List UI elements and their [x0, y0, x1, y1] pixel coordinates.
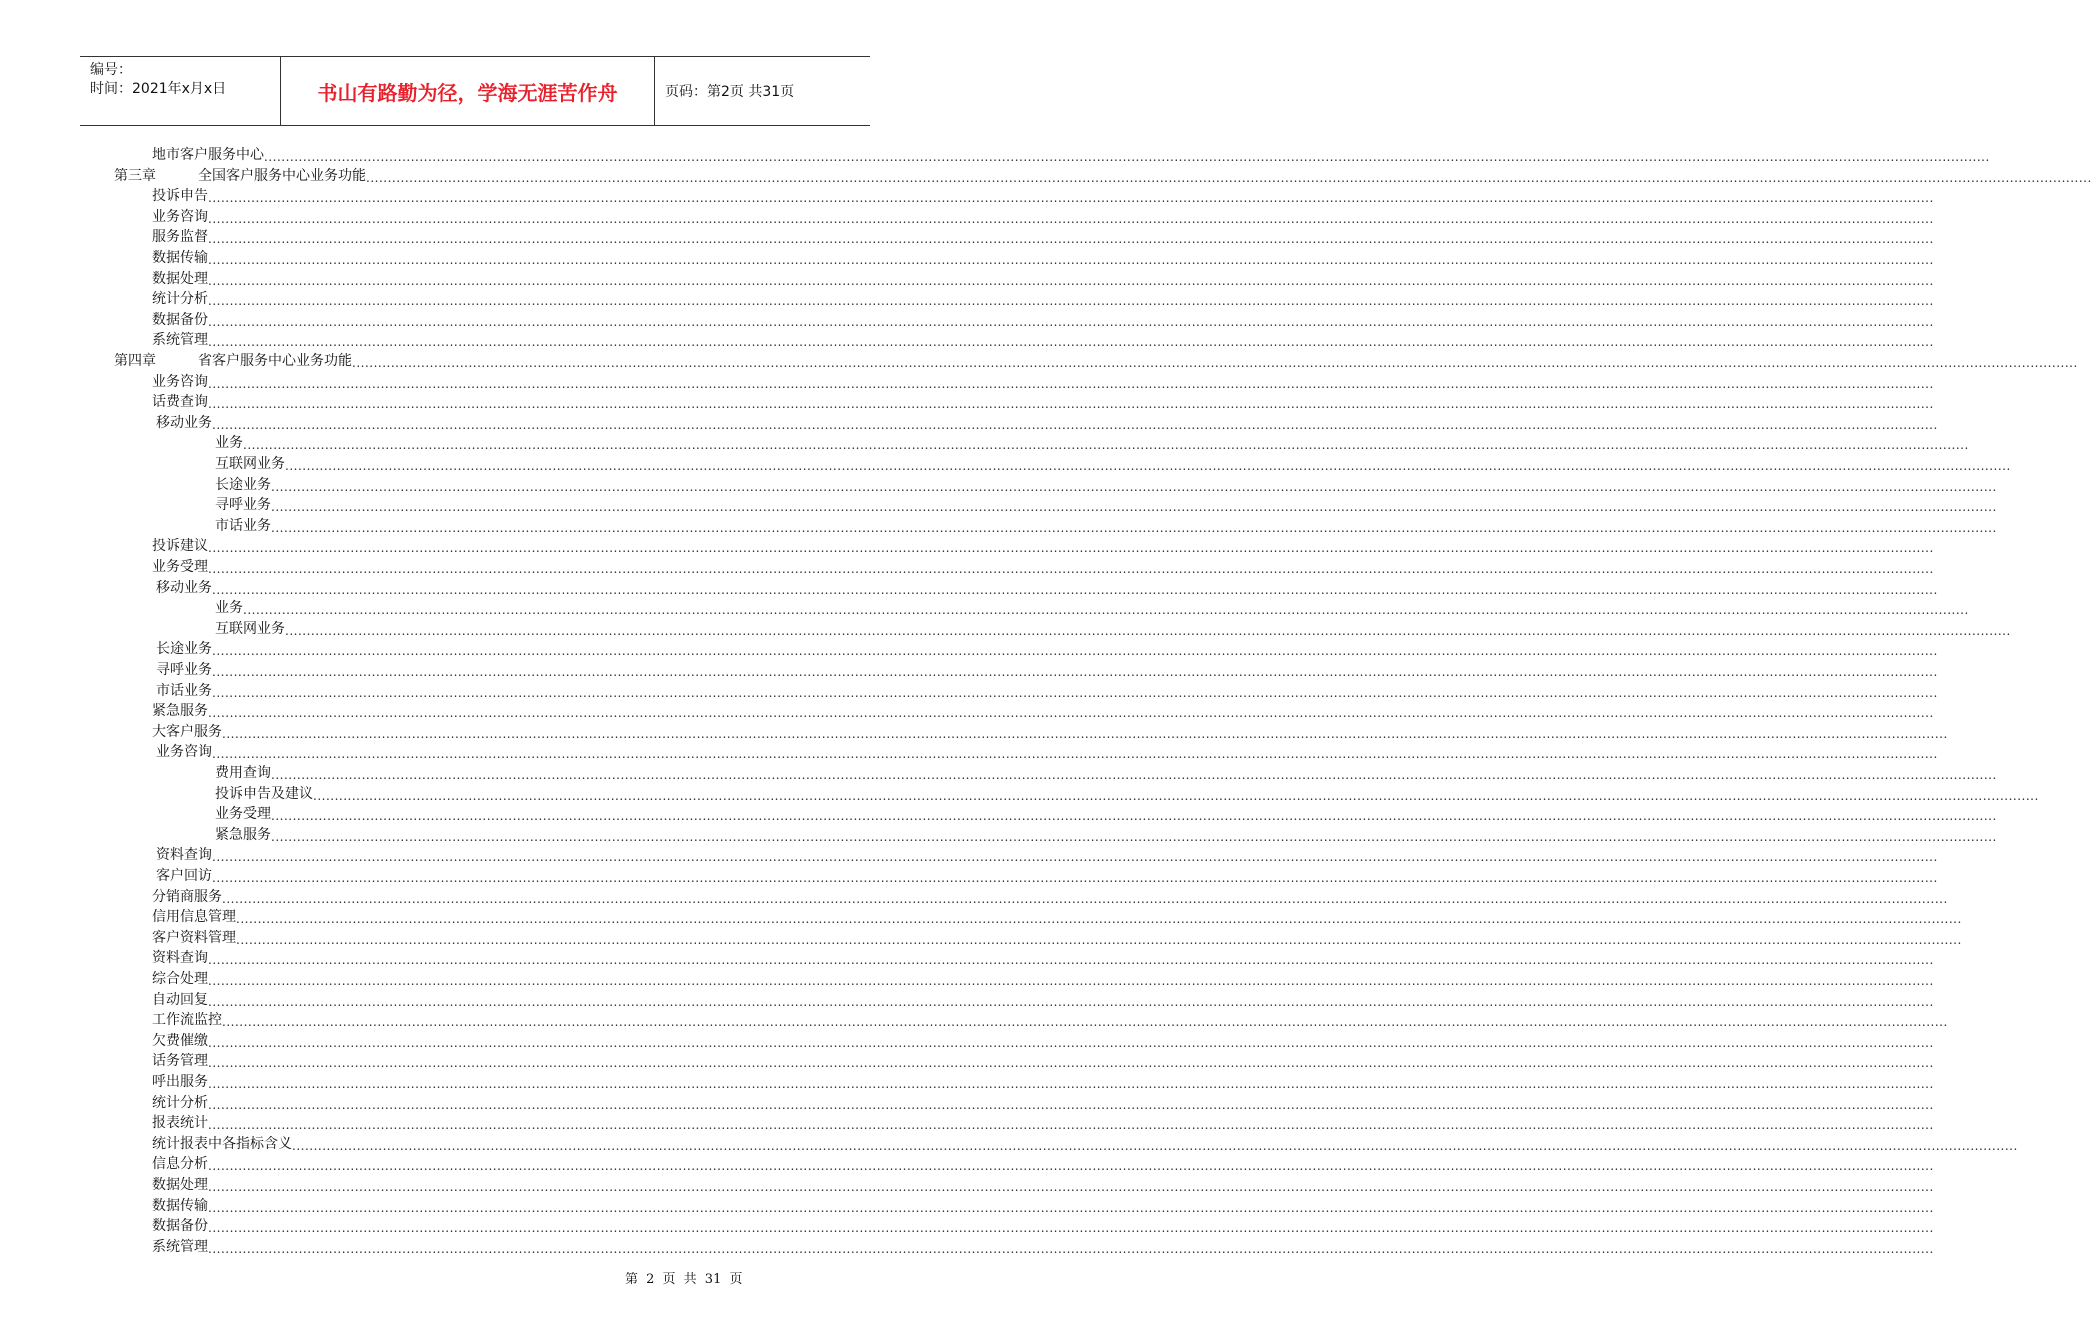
header-motto: 书山有路勤为径，学海无涯苦作舟 [281, 57, 655, 125]
toc-leader-dots: ................................................................................................................................................................................................................................................................................................................................................................................................................ [208, 294, 1934, 309]
toc-entry-label [156, 639, 212, 659]
toc-entry-label [215, 763, 271, 783]
toc-entry-label [152, 227, 208, 247]
toc-leader-dots: ................................................................................................................................................................................................................................................................................................................................................................................................................ [243, 603, 1969, 618]
toc-leader-dots: ................................................................................................................................................................................................................................................................................................................................................................................................................ [208, 191, 1934, 206]
toc-entry[interactable] [215, 619, 2011, 639]
toc-entry[interactable] [152, 207, 1934, 227]
toc-entry-label [156, 681, 212, 701]
toc-entry[interactable] [215, 454, 2011, 474]
toc-entry-label [152, 948, 208, 968]
toc-leader-dots: ................................................................................................................................................................................................................................................................................................................................................................................................................ [352, 356, 2078, 370]
toc-entry-text: 综合处理 [152, 971, 208, 987]
toc-entry-text: 数据处理 [152, 1177, 208, 1193]
toc-leader-dots: ................................................................................................................................................................................................................................................................................................................................................................................................................ [208, 1118, 1934, 1133]
toc-entry[interactable] [152, 948, 1934, 968]
toc-leader-dots: ................................................................................................................................................................................................................................................................................................................................................................................................................ [208, 232, 1934, 247]
toc-entry-text: 投诉建议 [152, 538, 208, 555]
toc-entry-text: 互联网业务 [215, 620, 285, 637]
toc-entry-label [152, 310, 208, 330]
toc-entry-label [152, 207, 208, 227]
toc-entry-label [152, 907, 236, 927]
toc-entry[interactable] [215, 763, 1997, 783]
toc-leader-dots: ................................................................................................................................................................................................................................................................................................................................................................................................................ [243, 438, 1969, 453]
toc-entry-text: 数据备份 [152, 1218, 208, 1235]
toc-entry[interactable] [152, 145, 1990, 165]
toc-entry[interactable] [215, 495, 1997, 515]
toc-entry[interactable] [152, 990, 1934, 1010]
toc-entry-label [152, 330, 208, 350]
toc-entry-label [114, 166, 366, 186]
toc-chapter-number: 第三章 [114, 167, 156, 184]
toc-leader-dots: ................................................................................................................................................................................................................................................................................................................................................................................................................ [208, 1097, 1934, 1112]
toc-entry-text: 大客户服务 [152, 723, 222, 740]
toc-leader-dots: ................................................................................................................................................................................................................................................................................................................................................................................................................ [271, 809, 1997, 824]
toc-leader-dots: ................................................................................................................................................................................................................................................................................................................................................................................................................ [208, 211, 1934, 226]
toc-leader-dots: ................................................................................................................................................................................................................................................................................................................................................................................................................ [208, 397, 1934, 412]
toc-entry-label [156, 742, 212, 762]
toc-leader-dots: ................................................................................................................................................................................................................................................................................................................................................................................................................ [208, 1035, 1934, 1050]
toc-entry-text: 呼出服务 [152, 1074, 208, 1090]
toc-entry-label [156, 413, 212, 433]
toc-entry-text: 欠费催缴 [152, 1032, 208, 1049]
toc-entry[interactable] [152, 1031, 1934, 1051]
toc-leader-dots: ................................................................................................................................................................................................................................................................................................................................................................................................................ [271, 829, 1997, 844]
toc-entry-text: 互联网业务 [215, 456, 285, 472]
toc-entry-text: 系统管理 [152, 332, 208, 349]
page-footer: 第 2 页 共 31 页 [625, 1272, 743, 1287]
toc-entry[interactable] [152, 289, 1934, 309]
toc-entry-text: 统计分析 [152, 291, 208, 308]
toc-leader-dots: ................................................................................................................................................................................................................................................................................................................................................................................................................ [208, 974, 1934, 988]
toc-entry-label [156, 660, 212, 680]
header-meta [80, 57, 281, 125]
toc-entry[interactable] [152, 536, 1934, 556]
toc-entry-label [152, 1237, 208, 1257]
toc-entry-text: 市话业务 [156, 682, 212, 699]
toc-leader-dots: ................................................................................................................................................................................................................................................................................................................................................................................................................ [212, 747, 1938, 762]
document-number-label: 编号： [90, 62, 132, 78]
toc-entry-text: 数据处理 [152, 270, 208, 287]
toc-entry-label [152, 145, 264, 165]
toc-entry[interactable] [215, 433, 1969, 453]
toc-entry-text: 费用查询 [215, 765, 271, 781]
toc-entry[interactable] [152, 1134, 2018, 1154]
toc-entry-text: 业务咨询 [152, 208, 208, 225]
toc-entry-text: 系统管理 [152, 1238, 208, 1255]
toc-entry-text: 资料查询 [156, 847, 212, 864]
toc-leader-dots: ................................................................................................................................................................................................................................................................................................................................................................................................................ [208, 953, 1934, 968]
toc-entry[interactable] [152, 1175, 1934, 1195]
toc-entry-text: 业务咨询 [156, 744, 212, 761]
toc-entry[interactable] [152, 969, 1934, 989]
toc-entry-text: 信用信息管理 [152, 909, 236, 926]
toc-entry-text: 省客户服务中心业务功能 [198, 353, 352, 369]
page-header [80, 56, 870, 126]
toc-entry-text: 客户资料管理 [152, 929, 236, 946]
toc-entry-label [215, 784, 313, 804]
toc-entry[interactable] [152, 269, 1934, 289]
toc-entry[interactable] [152, 248, 1934, 268]
toc-leader-dots: ................................................................................................................................................................................................................................................................................................................................................................................................................ [271, 500, 1997, 515]
toc-entry-text: 寻呼业务 [215, 497, 271, 514]
toc-leader-dots: ................................................................................................................................................................................................................................................................................................................................................................................................................ [212, 582, 1938, 597]
toc-leader-dots: ................................................................................................................................................................................................................................................................................................................................................................................................................ [222, 1015, 1948, 1030]
toc-entry[interactable] [152, 1093, 1934, 1113]
toc-entry-label [152, 372, 208, 392]
toc-leader-dots: ................................................................................................................................................................................................................................................................................................................................................................................................................ [208, 335, 1934, 350]
toc-entry-label [156, 845, 212, 865]
toc-leader-dots: ................................................................................................................................................................................................................................................................................................................................................................................................................ [208, 1241, 1934, 1256]
toc-leader-dots: ................................................................................................................................................................................................................................................................................................................................................................................................................ [208, 1180, 1934, 1194]
header-page-info: 页码：第2页 共31页 [665, 84, 795, 100]
toc-entry-text: 长途业务 [156, 641, 212, 658]
toc-leader-dots: ................................................................................................................................................................................................................................................................................................................................................................................................................ [208, 253, 1934, 267]
toc-entry[interactable] [152, 1196, 1934, 1216]
toc-entry-label [215, 619, 285, 639]
toc-entry-label [152, 1134, 292, 1154]
toc-entry-text: 全国客户服务中心业务功能 [198, 167, 366, 184]
toc-leader-dots: ................................................................................................................................................................................................................................................................................................................................................................................................................ [292, 1138, 2018, 1153]
toc-entry-text: 投诉申告 [152, 188, 208, 205]
toc-entry-label [156, 866, 212, 886]
toc-entry[interactable] [152, 186, 1934, 206]
toc-entry-label [152, 536, 208, 556]
toc-entry-text: 工作流监控 [152, 1012, 222, 1029]
toc-leader-dots: ................................................................................................................................................................................................................................................................................................................................................................................................................ [212, 644, 1938, 659]
toc-entry[interactable] [215, 804, 1997, 824]
toc-entry-label [215, 804, 271, 824]
toc-leader-dots: ................................................................................................................................................................................................................................................................................................................................................................................................................ [208, 1200, 1934, 1215]
toc-entry[interactable] [152, 701, 1934, 721]
toc-entry-label [152, 289, 208, 309]
toc-leader-dots: ................................................................................................................................................................................................................................................................................................................................................................................................................ [208, 1056, 1934, 1071]
toc-entry-label [152, 1093, 208, 1113]
toc-entry-text: 话费查询 [152, 394, 208, 411]
toc-entry-label [215, 454, 285, 474]
toc-entry-text: 业务受理 [215, 806, 271, 823]
toc-leader-dots: ................................................................................................................................................................................................................................................................................................................................................................................................................ [313, 788, 2039, 803]
toc-leader-dots: ................................................................................................................................................................................................................................................................................................................................................................................................................ [208, 1221, 1934, 1236]
toc-leader-dots: ................................................................................................................................................................................................................................................................................................................................................................................................................ [236, 932, 1962, 947]
toc-entry-label [152, 269, 208, 289]
toc-entry[interactable] [152, 330, 1934, 350]
toc-entry-text: 紧急服务 [152, 703, 208, 720]
toc-entry-label [152, 701, 208, 721]
toc-entry-label [152, 1113, 208, 1133]
toc-entry-text: 寻呼业务 [156, 662, 212, 678]
toc-entry-text: 投诉申告及建议 [215, 785, 313, 802]
toc-entry[interactable] [156, 578, 1938, 598]
toc-leader-dots: ................................................................................................................................................................................................................................................................................................................................................................................................................ [212, 871, 1938, 885]
toc-entry-label [215, 475, 271, 495]
toc-entry[interactable] [152, 907, 1962, 927]
toc-entry-text: 业务受理 [152, 559, 208, 575]
toc-entry-text: 话务管理 [152, 1053, 208, 1070]
toc-leader-dots: ................................................................................................................................................................................................................................................................................................................................................................................................................ [208, 994, 1934, 1009]
toc-entry-label [152, 722, 222, 742]
toc-entry-text: 业务 [215, 600, 243, 617]
toc-leader-dots: ................................................................................................................................................................................................................................................................................................................................................................................................................ [208, 706, 1934, 721]
toc-leader-dots: ................................................................................................................................................................................................................................................................................................................................................................................................................ [271, 520, 1997, 535]
toc-entry-label [152, 1196, 208, 1216]
toc-entry[interactable] [152, 1072, 1934, 1092]
toc-entry-text: 信息分析 [152, 1156, 208, 1173]
toc-entry-text: 移动业务 [156, 579, 212, 596]
toc-leader-dots: ................................................................................................................................................................................................................................................................................................................................................................................................................ [271, 479, 1997, 494]
toc-entry[interactable] [215, 598, 1969, 618]
toc-entry-label [152, 1154, 208, 1174]
toc-leader-dots: ................................................................................................................................................................................................................................................................................................................................................................................................................ [212, 417, 1938, 432]
toc-leader-dots: ................................................................................................................................................................................................................................................................................................................................................................................................................ [212, 850, 1938, 865]
toc-entry-label [215, 516, 271, 536]
toc-entry-label [152, 392, 208, 412]
toc-entry-text: 客户回访 [156, 868, 212, 884]
toc-leader-dots: ................................................................................................................................................................................................................................................................................................................................................................................................................ [271, 768, 1997, 782]
toc-entry[interactable] [152, 1010, 1948, 1030]
toc-entry-text: 业务 [215, 435, 243, 452]
toc-entry[interactable] [152, 722, 1948, 742]
toc-leader-dots: ................................................................................................................................................................................................................................................................................................................................................................................................................ [208, 314, 1934, 329]
toc-entry-label [152, 1031, 208, 1051]
toc-entry-text: 业务咨询 [152, 373, 208, 390]
toc-entry[interactable] [114, 166, 2092, 186]
toc-entry[interactable] [152, 372, 1934, 392]
toc-entry-text: 移动业务 [156, 414, 212, 431]
toc-leader-dots: ................................................................................................................................................................................................................................................................................................................................................................................................................ [208, 1077, 1934, 1091]
toc-leader-dots: ................................................................................................................................................................................................................................................................................................................................................................................................................ [208, 1159, 1934, 1174]
toc-entry[interactable] [152, 1216, 1934, 1236]
toc-entry-text: 服务监督 [152, 229, 208, 246]
toc-entry-label [152, 969, 208, 989]
toc-entry-label [152, 248, 208, 268]
toc-entry-label [152, 1010, 222, 1030]
toc-entry-text: 统计分析 [152, 1094, 208, 1111]
document-date: 时间：2021年x月x日 [90, 81, 227, 97]
toc-entry[interactable] [152, 928, 1962, 948]
toc-entry-label [215, 825, 271, 845]
toc-entry-label [215, 598, 243, 618]
toc-leader-dots: ................................................................................................................................................................................................................................................................................................................................................................................................................ [366, 170, 2092, 185]
toc-entry-text: 数据传输 [152, 250, 208, 266]
toc-entry[interactable] [152, 227, 1934, 247]
toc-chapter-number: 第四章 [114, 353, 156, 369]
toc-entry-label [152, 1216, 208, 1236]
toc-entry-label [152, 1175, 208, 1195]
toc-entry-text: 地市客户服务中心 [152, 147, 264, 163]
toc-leader-dots: ................................................................................................................................................................................................................................................................................................................................................................................................................ [212, 665, 1938, 679]
toc-entry-label [152, 186, 208, 206]
toc-leader-dots: ................................................................................................................................................................................................................................................................................................................................................................................................................ [264, 150, 1990, 164]
toc-leader-dots: ................................................................................................................................................................................................................................................................................................................................................................................................................ [208, 541, 1934, 556]
toc-entry[interactable] [114, 351, 2078, 371]
toc-entry[interactable] [152, 1051, 1934, 1071]
toc-entry[interactable] [152, 1154, 1934, 1174]
toc-entry[interactable] [152, 557, 1934, 577]
toc-entry[interactable] [156, 866, 1938, 886]
toc-entry-text: 分销商服务 [152, 888, 222, 905]
toc-entry-text: 市话业务 [215, 517, 271, 534]
toc-leader-dots: ................................................................................................................................................................................................................................................................................................................................................................................................................ [208, 562, 1934, 576]
toc-entry[interactable] [215, 516, 1997, 536]
toc-leader-dots: ................................................................................................................................................................................................................................................................................................................................................................................................................ [285, 459, 2011, 473]
toc-leader-dots: ................................................................................................................................................................................................................................................................................................................................................................................................................ [208, 273, 1934, 288]
toc-entry-text: 资料查询 [152, 950, 208, 967]
toc-entry-text: 统计报表中各指标含义 [152, 1135, 292, 1152]
toc-entry-label [156, 578, 212, 598]
toc-entry[interactable] [152, 1237, 1934, 1257]
toc-leader-dots: ................................................................................................................................................................................................................................................................................................................................................................................................................ [236, 912, 1962, 927]
toc-entry[interactable] [215, 825, 1997, 845]
toc-entry-label [215, 433, 243, 453]
toc-entry[interactable] [156, 845, 1938, 865]
toc-entry-text: 数据备份 [152, 311, 208, 328]
toc-entry-text: 紧急服务 [215, 826, 271, 843]
toc-entry-label [114, 351, 352, 371]
toc-entry[interactable] [215, 475, 1997, 495]
toc-entry[interactable] [156, 660, 1938, 680]
toc-entry-label [152, 1072, 208, 1092]
toc-entry[interactable] [152, 392, 1934, 412]
toc-entry[interactable] [152, 887, 1948, 907]
toc-entry[interactable] [156, 639, 1938, 659]
toc-entry[interactable] [152, 310, 1934, 330]
toc-leader-dots: ................................................................................................................................................................................................................................................................................................................................................................................................................ [212, 685, 1938, 700]
toc-entry-text: 长途业务 [215, 476, 271, 493]
toc-entry-label [215, 495, 271, 515]
toc-entry-label [152, 557, 208, 577]
toc-entry-text: 报表统计 [152, 1115, 208, 1132]
toc-entry[interactable] [156, 681, 1938, 701]
toc-leader-dots: ................................................................................................................................................................................................................................................................................................................................................................................................................ [222, 891, 1948, 906]
toc-entry-label [152, 990, 208, 1010]
toc-entry[interactable] [156, 742, 1938, 762]
toc-leader-dots: ................................................................................................................................................................................................................................................................................................................................................................................................................ [222, 726, 1948, 741]
toc-entry[interactable] [156, 413, 1938, 433]
toc-leader-dots: ................................................................................................................................................................................................................................................................................................................................................................................................................ [208, 376, 1934, 391]
toc-entry-text: 自动回复 [152, 991, 208, 1008]
toc-entry[interactable] [152, 1113, 1934, 1133]
toc-entry-label [152, 887, 222, 907]
toc-entry-label [152, 1051, 208, 1071]
toc-entry-text: 数据传输 [152, 1197, 208, 1214]
toc-leader-dots: ................................................................................................................................................................................................................................................................................................................................................................................................................ [285, 623, 2011, 638]
toc-entry-label [152, 928, 236, 948]
toc-entry[interactable] [215, 784, 2039, 804]
